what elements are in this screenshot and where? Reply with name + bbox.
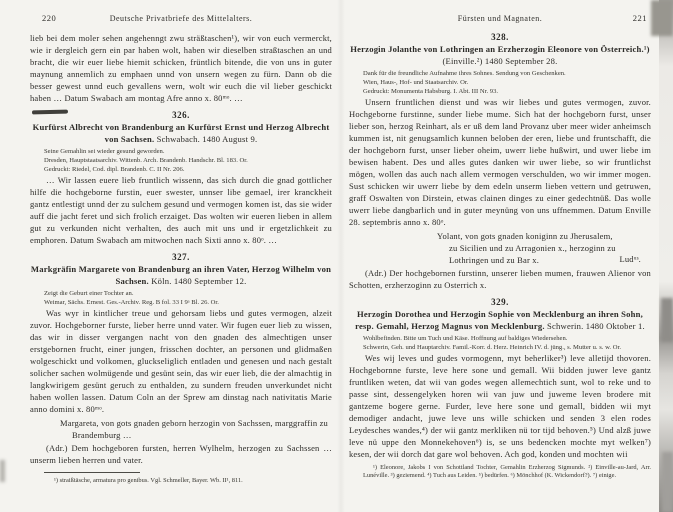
entry-329-source-1: Schwerin, Geh. und Hauptarchiv. Famil.-Korr. d. Herz. Heinrich IV. d. jüng., s. Mutter u. s. w. Or. — [363, 344, 621, 351]
entry-326-place-date: Schwabach. 1480 August 9. — [156, 133, 258, 144]
entry-328-place-date: (Einville.²) 1480 September 28. — [442, 55, 558, 66]
entry-326-number: 326. — [172, 110, 190, 120]
scan-artifact — [661, 298, 673, 342]
entry-327-summary: Zeigt die Geburt einer Tochter an. — [44, 290, 134, 297]
signature-line: Lothringen und zu Bar x. — [449, 255, 540, 265]
continuation-paragraph: lieb bei dem moler sehen angehenngt zwu sträßtaschen¹), wir von euch vermerckt, wie ir dergleich gern ein par haben wolt, haben wir dieselben straßtaschen an und bracht, die wir euer liebe hiemit schicken, früntlich bitende, die von uns in guter maynung annemlich zu emphaen unnd von unsern wegen zu fürn. Dann ob die besser gewest unnd euch gevallens wern, wolt wir euch die vil lieber geschickt haben … Datum Swabach am montag Afre anno x. 80ᵐᵒ. … — [30, 33, 332, 103]
footnote-rule — [44, 472, 140, 473]
entry-327-address: (Adr.) Dem hochgeboren fursten, herren Wylhelm, herzogen zu Sachssen … unserm lieben herren und vater. — [30, 443, 332, 465]
entry-328-signature — [437, 230, 651, 266]
left-running-head-title: Deutsche Privatbriefe des Mittelalters. — [109, 14, 253, 23]
scribe-signature: Ludᵘˢ. — [619, 254, 641, 264]
entry-329-heading — [349, 309, 651, 332]
entry-327-number: 327. — [172, 252, 190, 262]
right-page — [349, 14, 651, 508]
entry-327-heading-text: Markgräfin Margarete von Brandenburg an ihren Vater, Herzog Wilhelm von Sachsen. — [30, 264, 332, 286]
entry-328-address: (Adr.) Der hochgebornen furstinn, unserer lieben mumen, frauwen Alienor von Schotten, erzherzoginn zu Osterrich x. — [349, 268, 651, 290]
entry-327-body: Was wyr in kintlicher treue und gehorsam liebs und gutes vermogen, alzeit zuvor. Hochgeborner furste, lieber herre unnd vater. Wir fugen euer lieb zu wissen, das wir in disser vergangen nacht von den gnaden des almechtigen unser erstgebornen frucht, einer jungen, frisschen dochter, an personen und glidmaßen wolgeschickt und volkomen, gluckseliglich entladen und genesen und nach gestalt solicher sachen wolmügende und gesünt sein, das wir euer lieb, die der almachtig in langkwirigem gesünt geruch zu enthalden, zu sundern freuden unverkundet nicht haben wollen lassen. Datum Coln an der Sprew am dinstag nach nativitatis Marie anno domini x. 80ᵐᵒ. — [30, 308, 332, 414]
left-running-head — [30, 14, 332, 23]
signature-line: zu Sicilien und zu Arragonien x., herzoginn zu — [449, 243, 616, 253]
entry-326-source-1: Dresden, Hauptstaatsarchiv. Wittenb. Arch. Brandenb. Handschr. Bl. 183. Or. — [44, 157, 248, 164]
scan-artifact — [651, 0, 673, 36]
entry-329-place-date: Schwerin. 1480 Oktober 1. — [547, 320, 645, 331]
entry-328-source-2: Gedruckt: Monumenta Habsburg. I. Abt. III Nr. 93. — [363, 88, 499, 95]
entry-328-number: 328. — [491, 32, 509, 42]
right-running-head-title: Fürsten und Magnaten. — [457, 14, 543, 23]
right-footnotes: ¹) Eleonore, Jakobs I von Schottland Tochter, Gemahlin Erzherzog Sigmunds. ²) Einville-au-Jard, Arr. Lunéville. ³) geziemend. ⁴) Tuch aus Leiden. ⁵) bedürfen. ⁶) Mönchhof (K. Wickendorf?). ⁷) einige. — [363, 464, 651, 480]
entry-327-place-date: Köln. 1480 September 12. — [151, 275, 247, 286]
scan-artifact — [662, 452, 673, 512]
entry-329-heading-text: Herzogin Dorothea und Herzogin Sophie von Mecklenburg an ihren Sohn, resp. Gemahl, Herzog Magnus von Mecklenburg. — [355, 309, 643, 331]
entry-327-source-1: Weimar, Sächs. Ernest. Ges.-Archiv. Reg. B fol. 33 I 9ᵃ Bl. 26. Or. — [44, 299, 219, 306]
entry-326-heading — [30, 122, 332, 145]
entry-328-summary: Dank für die freundliche Aufnahme ihres Sohnes. Sendung von Geschenken. — [363, 70, 566, 77]
entry-328-heading-text: Herzogin Jolanthe von Lothringen an Erzherzogin Eleonore von Österreich.¹) — [350, 44, 650, 54]
entry-329-summary: Wohlbefinden. Bitte um Tuch und Käse. Hoffnung auf baldiges Wiedersehen. — [363, 335, 568, 342]
right-page-number: 221 — [632, 14, 647, 23]
entry-326-heading-text: Kurfürst Albrecht von Brandenburg an Kurfürst Ernst und Herzog Albrecht von Sachsen. — [32, 122, 330, 144]
entry-326-source-2: Gedruckt: Riedel, Cod. dipl. Brandenb. C. II Nr. 206. — [44, 166, 185, 173]
entry-327-heading — [30, 264, 332, 287]
left-footnote: ¹) straißtäsche, armatura pro genibus. Vgl. Schmeller, Bayer. Wb. II¹, 811. — [54, 477, 243, 484]
signature-line: Yolant, von gots gnaden koniginn zu Jherusalem, — [437, 231, 613, 241]
entry-327-signature: Margareta, von gots gnaden geborn herzogin von Sachssen, marggraffin zu Brandemburg … — [60, 418, 328, 440]
left-page-number: 220 — [42, 14, 57, 23]
right-running-head — [349, 14, 651, 23]
entry-328-source-1: Wien, Haus-, Hof- und Staatsarchiv. Or. — [363, 79, 469, 86]
entry-328-heading — [349, 44, 651, 67]
left-page — [30, 14, 332, 508]
entry-329-number: 329. — [491, 297, 509, 307]
entry-328-body: Unsern fruntlichen dienst und was wir liebes und gutes vermogen, zuvor. Hochgeborne furstinne, sunder liebe mume. Sich hat der hochgeborn furst, unser lieber son, herzog Reinhart, als er uß dem land Provanz uber meer wider anheimsch kummen ist, nit genugsamlich kunnen beloben der eren, liebe und fruntschafft, die der hochgeborn furst, unser lieber oheim, uwerr liebe hußwirt, und uwer liebe im bewisen habent. Des und alles gutes danken wir uwer liebe, so wir fruntlichst mögen, wollen das auch nach allem vermogen verschulden, wo wir immer mogen. Sust schicken wir uwerr liebe by dem edeln unserm lieben vettern und getruwen, graff Oswalten von Dirstein, etwas clainen dinges zu einer gedechtnüß. Das wolle uwerr liebe dangbarlich und in guter meynüng von uns uffnemmen. Datum Enville 28. septembris anno x. 80ᵒ. — [349, 97, 651, 227]
scan-edge-strip — [659, 0, 673, 512]
scan-artifact — [0, 460, 5, 482]
page-gutter-shadow — [337, 0, 345, 512]
entry-326-body: … Wir lassen euere lieb fruntlich wissenn, das sich durch die gnad gottlicher hilfe die hochgeborne furstin, euer swester, unnser libe gemael, irer kranckheit gantz entlestigt unnd der zu sulchem gesund und vermogen komen ist, das sie wider auff die jacht feret und sich frolich erzaiget. Das wolten wir eueren lieben in allem gut zu verkunden nicht verhalten, des auch mit uns und ir ergetzlichkeit zu emphoren. Datum Swabach am mitwochen nach Sixti anno x. 80ᵒ. … — [30, 175, 332, 245]
entry-329-body: Wes wij leves und gudes vormogenn, myt beherliker³) leve alletijd thovoren. Hochgebornne furste, leve here sone und gemall. Wii bidden juwer leve gantz fruntliken weten, dat wii van godes wegen allemechtich sunt, wol to reke und to passe sint, dessengelyken horen wii van juw und juweme leven brodere mit gantzeme bogere gerne. Furder, leve here sone und gemall, bidden wii myt demodiger andacht, juwe leve uns wille schicken und senden 3 elen rodes Leydesches wandes,⁴) der wii gantz merkliken nü tor tijd behoven.⁵) Und alzß juwe leve nü uppe den Monnekehoven⁶) is, se uns bedencken mochte myt welken⁷) kesen, der wii dorch dat gare wol behoven. Ach god, konden und mochten wii — [349, 353, 651, 459]
entry-326-summary: Seine Gemahlin sei wieder gesund geworden. — [44, 148, 165, 155]
